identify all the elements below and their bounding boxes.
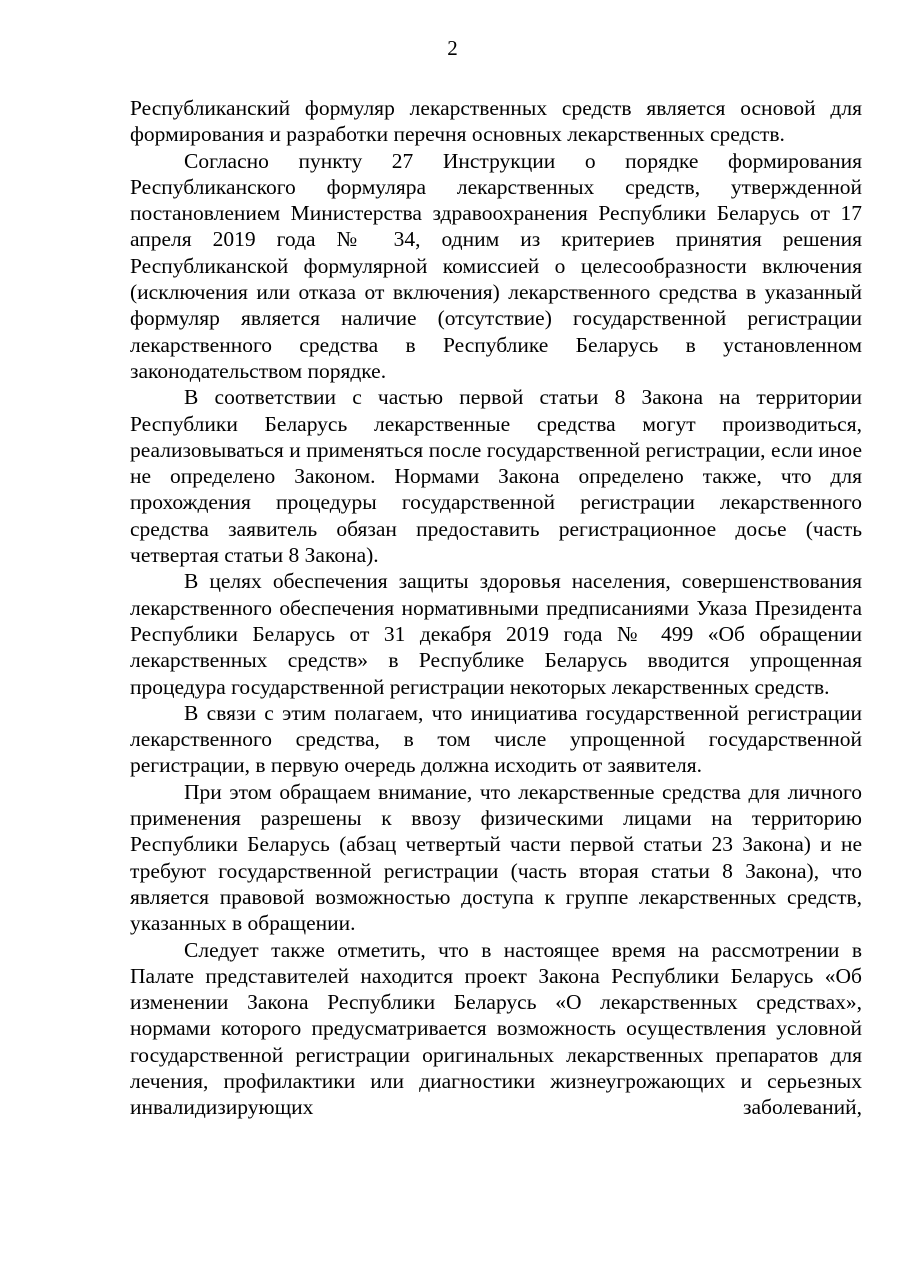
document-body bbox=[130, 95, 862, 1121]
paragraph-formulary-basis: Республиканский формуляр лекарственных средств является основой для формирования и разработки перечня основных лекарственных средств. bbox=[130, 96, 862, 147]
paragraph-presidential-decree: В целях обеспечения защиты здоровья населения, совершенствования лекарственного обеспечения нормативными предписаниями Указа Президента Республики Беларусь от 31 декабря 2019 года № 499 «Об обращении лекарственных средств» в Республике Беларусь вводится упрощенная процедура государственной регистрации некоторых лекарственных средств. bbox=[130, 569, 862, 699]
paragraph-article-8-registration: В соответствии с частью первой статьи 8 Закона на территории Республики Беларусь лекарственные средства могут производиться, реализовываться и применяться после государственной регистрации, если иное не определено Законом. Нормами Закона определено также, что для прохождения процедуры государственной регистрации лекарственного средства заявитель обязан предоставить регистрационное досье (часть четвертая статьи 8 Закона). bbox=[130, 385, 862, 568]
page-number: 2 bbox=[447, 36, 458, 60]
paragraph-personal-import: При этом обращаем внимание, что лекарственные средства для личного применения разрешены к ввозу физическими лицами на территорию Республики Беларусь (абзац четвертый части первой статьи 23 Закона) и не требуют государственной регистрации (часть вторая статьи 8 Закона), что является правовой возможностью доступа к группе лекарственных средств, указанных в обращении. bbox=[130, 779, 862, 936]
paragraph-applicant-initiative: В связи с этим полагаем, что инициатива государственной регистрации лекарственного средства, в том числе упрощенной государственной регистрации, в первую очередь должна исходить от заявителя. bbox=[130, 700, 862, 778]
paragraph-draft-law: Следует также отметить, что в настоящее время на рассмотрении в Палате представителей находится проект Закона Республики Беларусь «Об изменении Закона Республики Беларусь «О лекарственных средствах», нормами которого предусматривается возможность осуществления условной государственной регистрации оригинальных лекарственных препаратов для лечения, профилактики или диагностики жизнеугрожающих и серьезных инвалидизирующих заболеваний, bbox=[130, 937, 862, 1120]
paragraph-instruction-point-27: Согласно пункту 27 Инструкции о порядке формирования Республиканского формуляра лекарственных средств, утвержденной постановлением Министерства здравоохранения Республики Беларусь от 17 апреля 2019 года № 34, одним из критериев принятия решения Республиканской формулярной комиссией о целесообразности включения (исключения или отказа от включения) лекарственного средства в указанный формуляр является наличие (отсутствие) государственной регистрации лекарственного средства в Республике Беларусь в установленном законодательством порядке. bbox=[130, 148, 862, 383]
